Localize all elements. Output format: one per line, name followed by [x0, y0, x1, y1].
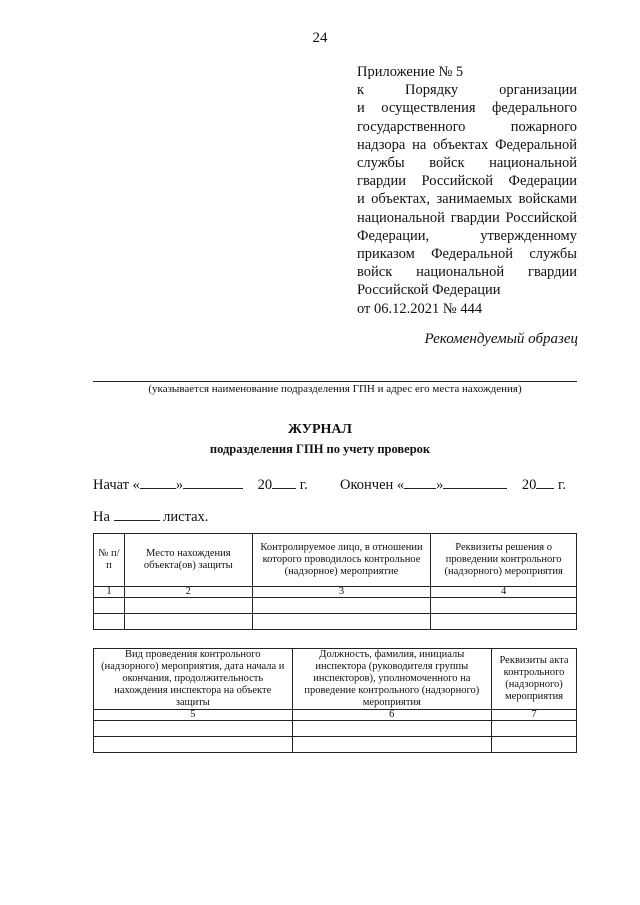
recommended-sample-label: Рекомендуемый образец: [424, 331, 578, 347]
appendix-block: [357, 63, 577, 318]
appendix-line: [357, 190, 577, 208]
table-row: [94, 737, 577, 753]
sheets-blank[interactable]: [114, 506, 160, 521]
appendix-word: организации: [499, 82, 578, 99]
appendix-line: [357, 172, 577, 190]
appendix-word: национальной: [416, 264, 505, 281]
appendix-word: объектах: [433, 136, 489, 153]
appendix-word: гвардии: [450, 209, 500, 226]
table-cell[interactable]: [292, 737, 492, 753]
start-date-label: Начат «: [93, 477, 140, 493]
appendix-line: [357, 81, 577, 99]
table-cell[interactable]: [431, 598, 577, 614]
column-number: 1: [94, 587, 125, 598]
header-cell: Контролируемое лицо, в отношении которого проводилось контрольное (надзорное) мероприятие: [252, 534, 431, 587]
appendix-line: [357, 154, 577, 172]
end-day-blank[interactable]: [404, 474, 436, 489]
appendix-word: службы: [357, 155, 405, 172]
appendix-word: Федеральной: [495, 136, 578, 153]
table-row: [94, 614, 577, 630]
table-cell[interactable]: [431, 614, 577, 630]
table-cell[interactable]: [94, 598, 125, 614]
appendix-word: Порядку: [405, 82, 459, 99]
start-day-blank[interactable]: [140, 474, 176, 489]
appendix-date: от 06.12.2021 № 444: [357, 300, 483, 317]
appendix-line: [357, 227, 577, 245]
column-number-row: [94, 587, 577, 598]
appendix-title: Приложение № 5: [357, 64, 464, 80]
end-year-prefix: 20: [521, 477, 537, 493]
appendix-word: объектах,: [371, 191, 431, 208]
start-year-prefix: 20: [257, 477, 273, 493]
appendix-word: утвержденному: [480, 227, 577, 244]
appendix-word: к: [357, 82, 365, 99]
appendix-word: войск: [357, 264, 393, 281]
column-number: 2: [124, 587, 252, 598]
appendix-line: [357, 99, 577, 117]
org-name-caption: (указывается наименование подразделения ГПН и адрес его места нахождения): [148, 383, 522, 395]
journal-table-1: [93, 533, 577, 630]
table-cell[interactable]: [292, 721, 492, 737]
sheets-prefix: На: [93, 509, 110, 525]
table-row: [94, 598, 577, 614]
journal-title: ЖУРНАЛ: [288, 422, 352, 437]
appendix-word: гвардии: [528, 264, 577, 281]
sheets-suffix: листах.: [163, 509, 209, 525]
table-header-row: [94, 534, 577, 587]
appendix-word: войск: [429, 155, 465, 172]
table-cell[interactable]: [124, 598, 252, 614]
column-number: 5: [94, 710, 293, 721]
column-number-row: [94, 710, 577, 721]
appendix-word: и: [357, 191, 365, 208]
appendix-word: Российской: [421, 173, 493, 190]
end-year-blank[interactable]: [536, 474, 554, 489]
table-cell[interactable]: [94, 737, 293, 753]
page-number: 24: [312, 30, 328, 46]
column-number: 6: [292, 710, 492, 721]
appendix-word: Федеральной: [431, 246, 514, 263]
appendix-line: [357, 245, 577, 263]
column-number: 7: [492, 710, 577, 721]
start-month-blank[interactable]: [183, 474, 243, 489]
appendix-word: национальной: [489, 155, 577, 172]
appendix-word: службы: [529, 246, 577, 263]
appendix-word: приказом: [357, 246, 415, 263]
column-number: 4: [431, 587, 577, 598]
appendix-word: национальной: [357, 209, 445, 226]
start-year-suffix: г.: [299, 477, 308, 493]
header-cell: Должность, фамилия, инициалы инспектора (руководителя группы инспекторов), уполномоченного на проведение контрольного (надзорного) мероприятия: [292, 649, 492, 710]
appendix-word: государственного: [357, 118, 466, 135]
appendix-line: [357, 136, 577, 154]
table-cell[interactable]: [492, 721, 577, 737]
end-year-suffix: г.: [558, 477, 566, 493]
appendix-line: [357, 209, 577, 227]
table-row: [94, 721, 577, 737]
appendix-word: Федерации,: [357, 227, 430, 244]
appendix-word: осуществления: [381, 100, 476, 117]
end-date: [340, 474, 566, 494]
journal-subtitle: подразделения ГПН по учету проверок: [209, 442, 431, 456]
table-cell[interactable]: [124, 614, 252, 630]
appendix-line: [357, 118, 577, 136]
header-cell: № п/п: [94, 534, 125, 587]
appendix-word: и: [357, 100, 365, 117]
appendix-word: Федерации: [508, 173, 578, 190]
end-month-blank[interactable]: [443, 474, 507, 489]
table-cell[interactable]: [94, 614, 125, 630]
header-cell: Место нахождения объекта(ов) защиты: [124, 534, 252, 587]
org-name-line: [93, 381, 577, 382]
table-cell[interactable]: [252, 598, 431, 614]
table-cell[interactable]: [94, 721, 293, 737]
header-cell: Реквизиты акта контрольного (надзорного) мероприятия: [492, 649, 577, 710]
header-cell: Вид проведения контрольного (надзорного) мероприятия, дата начала и окончания, продолжительность нахождения инспектора на объекте защиты: [94, 649, 293, 710]
appendix-word: надзора: [357, 136, 406, 153]
appendix-word: пожарного: [510, 118, 577, 135]
appendix-word: Российской: [505, 209, 577, 226]
appendix-line: [357, 263, 577, 281]
table-header-row: [94, 649, 577, 710]
appendix-word: федерального: [492, 100, 577, 117]
start-quote-close: »: [175, 477, 184, 493]
start-date: [93, 474, 308, 494]
sheets-count: [93, 506, 208, 526]
appendix-word: на: [412, 136, 427, 153]
journal-table-2: [93, 648, 577, 753]
table-cell[interactable]: [492, 737, 577, 753]
appendix-word: войсками: [518, 191, 578, 208]
end-quote-close: »: [436, 477, 444, 493]
appendix-line: Российской Федерации: [357, 282, 501, 299]
column-number: 3: [252, 587, 431, 598]
appendix-word: занимаемых: [436, 191, 513, 208]
start-year-blank[interactable]: [272, 474, 296, 489]
appendix-word: гвардии: [357, 173, 406, 190]
table-cell[interactable]: [252, 614, 431, 630]
end-date-label: Окончен «: [340, 477, 405, 493]
header-cell: Реквизиты решения о проведении контрольного (надзорного) мероприятия: [431, 534, 577, 587]
